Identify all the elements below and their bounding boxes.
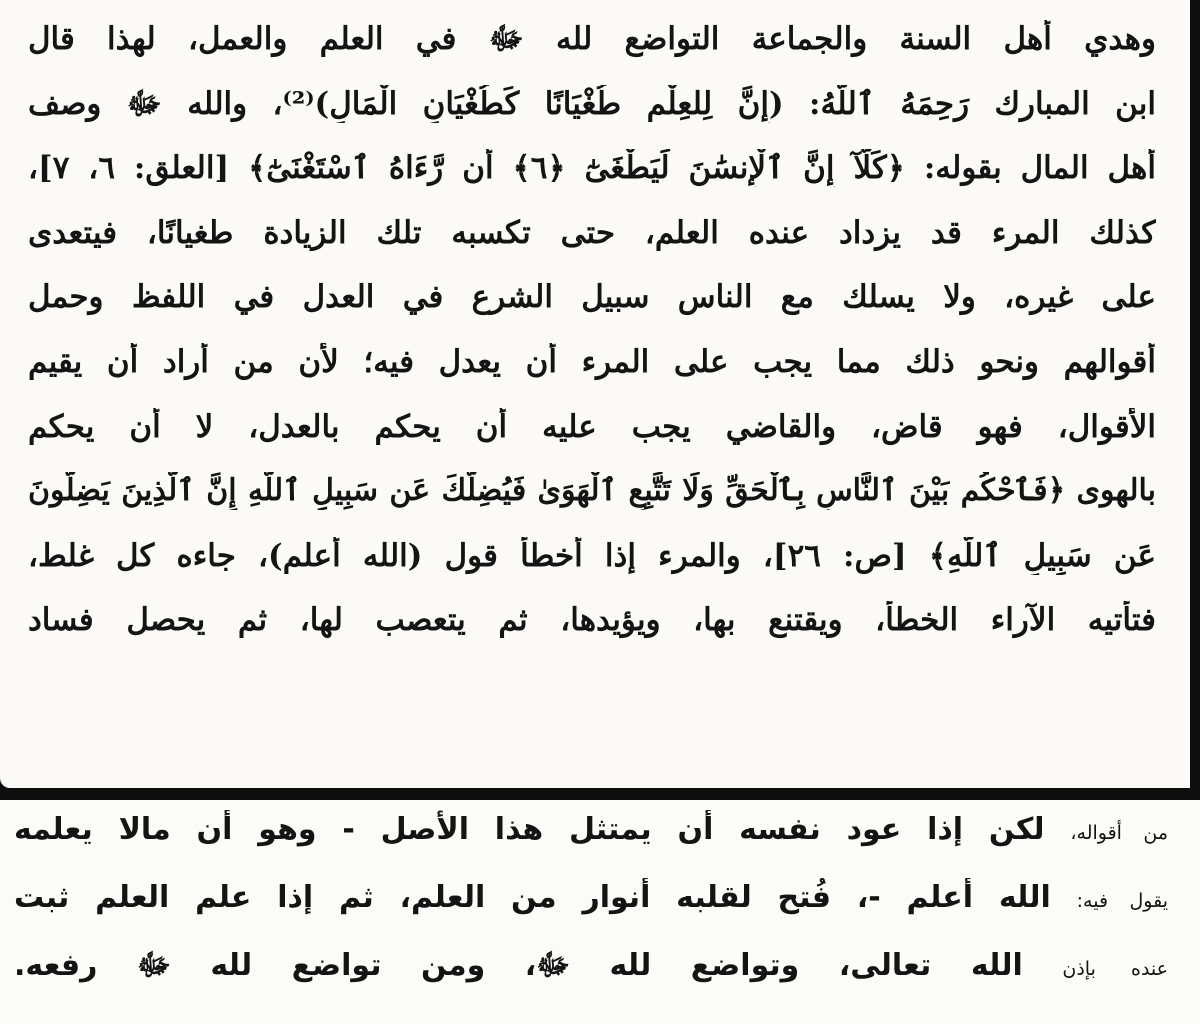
text-line: على غيره، ولا يسلك مع الناس سبيل الشرع في العدل في اللفظ وحمل — [28, 279, 1156, 316]
text-line: عَن سَبِيلِ ٱللَّهِ﴾ [ص: ٢٦]، والمرء إذا أخطأ قول (الله أعلم)، جاءه كل غلط، — [28, 537, 1156, 574]
line-lead-text: عنده بإذن — [1062, 958, 1168, 980]
text-line — [14, 878, 1168, 921]
line-body-text: الله أعلم -، فُتح لقلبه أنوار من العلم، ثم إذا علم العلم ثبت — [14, 880, 1051, 915]
text-line: بالهوى ﴿فَٱحْكُم بَيْنَ ٱلنَّاسِ بِٱلْحَقِّ وَلَا تَتَّبِعِ ٱلْهَوَىٰ فَيُضِلَّكَ عَن سَبِيلِ ٱللَّهِ إِنَّ ٱلَّذِينَ يَضِلُّونَ — [28, 473, 1156, 509]
line-body-text: لكن إذا عود نفسه أن يمتثل هذا الأصل - وهو أن مالا يعلمه — [14, 812, 1045, 847]
line-lead-text: من أقواله، — [1070, 822, 1168, 844]
text-line: أقوالهم ونحو ذلك مما يجب على المرء أن يعدل فيه؛ لأن من أراد أن يقيم — [28, 343, 1156, 380]
text-line: وهدي أهل السنة والجماعة التواضع لله ﷻ في العلم والعمل، لهذا قال — [28, 21, 1156, 57]
book-page-bottom — [0, 800, 1200, 1024]
line-lead-text: يقول فيه: — [1076, 890, 1168, 912]
text-line: فتأتيه الآراء الخطأ، ويقتنع بها، ويؤيدها، ثم يتعصب لها، ثم يحصل فساد — [28, 602, 1156, 639]
text-line: الأقوال، فهو قاضٍ، والقاضي يجب عليه أن يحكم بالعدل، لا أن يحكم — [28, 408, 1156, 445]
text-line: كذلك المرء قد يزداد عنده العلم، حتى تكسبه تلك الزيادة طغيانًا، فيتعدى — [28, 214, 1156, 251]
text-line — [14, 946, 1168, 989]
text-line: ابن المبارك رَحِمَهُ ٱللَّهُ: (إِنَّ لِلعِلْمِ طُغْيَانًا كَطُغْيَانِ الْمَالِ)⁽²⁾، والله ﷻ وصف — [28, 85, 1156, 122]
line-body-text: الله تعالى، وتواضع لله ﷻ، ومن تواضع لله ﷻ رفعه. — [14, 948, 1023, 983]
text-line: أهل المال بقوله: ﴿كَلَّآ إِنَّ ٱلْإِنسَٰنَ لَيَطْغَىٰٓ ﴿٦﴾ أَن رَّءَاهُ ٱسْتَغْنَىٰٓ﴾ [العلق: ٦، ٧]، — [28, 150, 1156, 187]
text-line — [14, 810, 1168, 853]
